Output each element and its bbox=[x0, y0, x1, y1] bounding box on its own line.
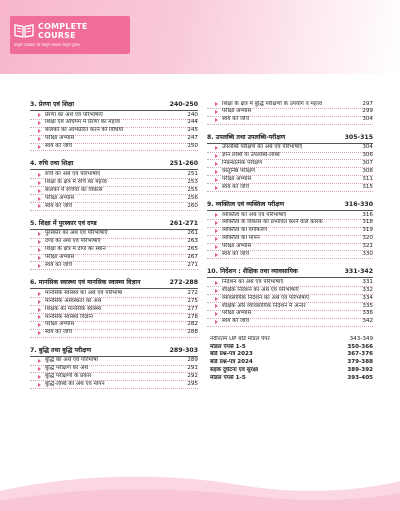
entry-text-wrap bbox=[207, 184, 249, 192]
bullet-triangle-icon bbox=[215, 146, 218, 150]
bullet-triangle-icon bbox=[215, 162, 218, 166]
entry-title: परीक्षा अभ्यास bbox=[222, 310, 252, 317]
entry-title: वस्तुनिष्ठ परीक्षण bbox=[222, 167, 256, 174]
bullet-triangle-icon bbox=[38, 129, 41, 133]
bullet-triangle-icon bbox=[38, 383, 41, 387]
entry-text-wrap bbox=[30, 230, 108, 238]
bullet-triangle-icon bbox=[215, 154, 218, 158]
decorative-wave bbox=[0, 451, 400, 511]
appendix-title: नवीनतम UP बोर्ड मॉडल पेपर bbox=[210, 335, 270, 342]
entry-page: 319 bbox=[362, 227, 373, 234]
bullet-triangle-icon bbox=[38, 145, 41, 149]
entry-title: व्यक्तित्व के विकास को प्रभावित करने वाले कारक bbox=[222, 219, 323, 226]
appendix-pages: 350-366 bbox=[347, 343, 373, 350]
bullet-triangle-icon bbox=[215, 245, 218, 249]
entry-text-wrap bbox=[30, 187, 103, 195]
entry-page: 245 bbox=[187, 127, 198, 134]
bullet-triangle-icon bbox=[38, 256, 41, 260]
entry-text-wrap bbox=[30, 254, 74, 262]
section-heading bbox=[207, 201, 373, 211]
entry-title: प्रेरणा का अर्थ एवं परिभाषाएँ bbox=[45, 111, 103, 118]
appendix-entry bbox=[207, 367, 373, 375]
bullet-triangle-icon bbox=[38, 308, 41, 312]
entry-page: 308 bbox=[362, 167, 373, 174]
entry-title: मानसिक अस्वस्थता का अर्थ bbox=[45, 297, 102, 304]
entry-text-wrap bbox=[30, 321, 74, 329]
entry-text-wrap bbox=[207, 176, 251, 184]
entry-text-wrap bbox=[30, 195, 74, 203]
entry-page: 277 bbox=[187, 305, 198, 312]
entry-page: 297 bbox=[362, 100, 373, 107]
entry-title: परीक्षा अभ्यास bbox=[222, 108, 252, 115]
bullet-triangle-icon bbox=[215, 253, 218, 257]
entry-text-wrap bbox=[30, 314, 93, 322]
entry-title: बुद्धि-लब्धि का अर्थ एवं मापन bbox=[45, 380, 105, 387]
entry-page: 263 bbox=[187, 238, 198, 245]
bullet-triangle-icon bbox=[38, 232, 41, 236]
entry-page: 255 bbox=[187, 186, 198, 193]
book-icon bbox=[14, 23, 34, 38]
bullet-triangle-icon bbox=[215, 110, 218, 114]
bullet-triangle-icon bbox=[215, 237, 218, 241]
appendix-pages: 393-405 bbox=[347, 375, 373, 382]
entry-text-wrap bbox=[30, 262, 72, 270]
entry-page: 315 bbox=[362, 183, 373, 190]
entry-title: परीक्षा अभ्यास bbox=[45, 321, 75, 328]
brand-tagline: सम्पूर्ण पाठ्यक्रम एवं सम्पूर्ण अध्ययन सम्पूर्ण पुस्तक bbox=[14, 43, 80, 47]
bullet-triangle-icon bbox=[215, 186, 218, 190]
section-heading bbox=[30, 347, 198, 357]
section-heading bbox=[30, 160, 198, 170]
appendix-title: मॉडल पेपर्स 1-5 bbox=[210, 343, 246, 350]
entry-title: स्वयं को जाँचें bbox=[45, 329, 72, 336]
appendix-title: बोर्ड प्रश्न-पत्र 2023 bbox=[210, 351, 253, 358]
entry-text-wrap bbox=[207, 152, 280, 160]
bullet-triangle-icon bbox=[38, 331, 41, 335]
bullet-triangle-icon bbox=[215, 320, 218, 324]
toc-section bbox=[30, 160, 198, 210]
entry-page: 250 bbox=[187, 143, 198, 150]
bullet-triangle-icon bbox=[215, 312, 218, 316]
bullet-triangle-icon bbox=[215, 213, 218, 217]
bullet-triangle-icon bbox=[38, 359, 41, 363]
entry-text-wrap bbox=[207, 295, 309, 303]
bullet-triangle-icon bbox=[38, 240, 41, 244]
entry-page: 267 bbox=[187, 254, 198, 261]
entry-text-wrap bbox=[207, 212, 286, 220]
toc-entry bbox=[30, 203, 198, 211]
section-heading bbox=[207, 268, 373, 278]
bullet-triangle-icon bbox=[38, 181, 41, 185]
section-pages: 331-342 bbox=[344, 268, 373, 276]
entry-text-wrap bbox=[207, 279, 283, 287]
brand-name: COMPLETE COURSE bbox=[38, 22, 88, 40]
entry-page: 289 bbox=[187, 357, 198, 364]
section-pages: 289-303 bbox=[169, 346, 198, 354]
entry-text-wrap bbox=[207, 108, 251, 116]
section-pages: 251-260 bbox=[169, 160, 198, 168]
entry-title: निर्देशन का अर्थ एवं परिभाषाएँ bbox=[222, 278, 284, 285]
appendix-entry bbox=[207, 336, 373, 344]
appendix-title: मॉडल पेपर्स 1-5 bbox=[210, 375, 246, 382]
entry-text-wrap bbox=[207, 227, 267, 235]
entry-page: 311 bbox=[362, 175, 373, 182]
appendix-pages: 379-388 bbox=[347, 359, 373, 366]
entry-text-wrap bbox=[207, 219, 323, 227]
entry-title: पुरस्कार का अर्थ एवं परिभाषाएँ bbox=[45, 230, 108, 237]
entry-page: 244 bbox=[187, 119, 198, 126]
entry-page: 282 bbox=[187, 321, 198, 328]
entry-text-wrap bbox=[30, 246, 106, 254]
bullet-triangle-icon bbox=[215, 297, 218, 301]
section-pages: 272-288 bbox=[169, 279, 198, 287]
bullet-triangle-icon bbox=[38, 197, 41, 201]
entry-text-wrap bbox=[30, 112, 103, 120]
bullet-triangle-icon bbox=[38, 121, 41, 125]
toc-section bbox=[207, 268, 373, 326]
appendix-pages: 367-376 bbox=[347, 351, 373, 358]
entry-page: 288 bbox=[187, 329, 198, 336]
entry-title: रुचि का अर्थ एवं परिभाषाएँ bbox=[45, 170, 101, 177]
section-title: 4. रुचि तथा शिक्षा bbox=[30, 160, 74, 168]
section-title: 8. उपलब्धि तथा उपलब्धि-परीक्षण bbox=[207, 133, 286, 141]
entry-text-wrap bbox=[30, 171, 100, 179]
bullet-triangle-icon bbox=[215, 289, 218, 293]
toc-section bbox=[30, 279, 198, 337]
toc-entry bbox=[207, 184, 373, 192]
entry-page: 271 bbox=[187, 261, 198, 268]
toc-section bbox=[207, 134, 373, 192]
toc-right-column bbox=[207, 101, 373, 392]
entry-page: 306 bbox=[362, 152, 373, 159]
entry-title: ज्ञान लब्धि या उपलब्धि-लब्धि bbox=[222, 152, 280, 159]
entry-page: 336 bbox=[362, 310, 373, 317]
entry-title: स्वयं को जाँचें bbox=[222, 318, 249, 325]
entry-title: शिक्षा के क्षेत्र में रुचि का महत्त्व bbox=[45, 178, 107, 185]
entry-text-wrap bbox=[30, 373, 91, 381]
entry-title: दण्ड का अर्थ एवं परिभाषाएँ bbox=[45, 238, 101, 245]
entry-page: 275 bbox=[187, 297, 198, 304]
entry-text-wrap bbox=[207, 287, 299, 295]
toc-left-column bbox=[30, 101, 198, 398]
entry-text-wrap bbox=[30, 357, 98, 365]
entry-page: 316 bbox=[362, 211, 373, 218]
entry-page: 253 bbox=[187, 178, 198, 185]
section-heading bbox=[30, 101, 198, 111]
entry-title: व्यक्तित्व का अर्थ एवं परिभाषाएँ bbox=[222, 211, 287, 218]
entry-text-wrap bbox=[30, 329, 72, 337]
entry-text-wrap bbox=[30, 298, 101, 306]
bullet-triangle-icon bbox=[38, 323, 41, 327]
appendix-title: बोर्ड प्रश्न-पत्र 2024 bbox=[210, 359, 253, 366]
entry-title: बालकों में रुचियों का विकास bbox=[45, 186, 103, 193]
entry-page: 335 bbox=[362, 302, 373, 309]
toc-section bbox=[30, 101, 198, 151]
bullet-triangle-icon bbox=[215, 178, 218, 182]
entry-text-wrap bbox=[207, 101, 322, 109]
entry-title: व्यक्तित्व का मापन bbox=[222, 235, 260, 242]
bullet-triangle-icon bbox=[38, 292, 41, 296]
entry-text-wrap bbox=[30, 306, 101, 314]
bullet-triangle-icon bbox=[38, 367, 41, 371]
entry-page: 272 bbox=[187, 289, 198, 296]
entry-title: स्वयं को जाँचें bbox=[222, 183, 249, 190]
entry-title: स्वयं को जाँचें bbox=[45, 261, 72, 268]
entry-title: निबन्धात्मक परीक्षण bbox=[222, 159, 263, 166]
bullet-triangle-icon bbox=[38, 315, 41, 319]
entry-text-wrap bbox=[207, 116, 249, 124]
section-title: 5. शिक्षा में पुरस्कार एवं दण्ड bbox=[30, 219, 97, 227]
appendix-entry bbox=[207, 351, 373, 359]
entry-text-wrap bbox=[30, 203, 72, 211]
section-heading bbox=[30, 279, 198, 289]
entry-text-wrap bbox=[207, 160, 262, 168]
entry-title: बालकों को अभिप्रेरित करने की विधियाँ bbox=[45, 127, 124, 134]
bullet-triangle-icon bbox=[38, 248, 41, 252]
entry-title: व्यावसायिक निर्देशन का अर्थ एवं परिभाषाएँ bbox=[222, 294, 310, 301]
section-heading bbox=[30, 220, 198, 230]
bullet-triangle-icon bbox=[38, 300, 41, 304]
entry-text-wrap bbox=[207, 303, 306, 311]
entry-title: परीक्षा अभ्यास bbox=[45, 194, 75, 201]
bullet-triangle-icon bbox=[38, 113, 41, 117]
section-title: 6. मानसिक स्वास्थ्य एवं मानसिक स्वास्थ्य विज्ञान bbox=[30, 279, 141, 287]
toc-entry bbox=[30, 144, 198, 152]
entry-title: शिक्षा एवं अधिगम में प्रेरणा का महत्त्व bbox=[45, 119, 120, 126]
page-header bbox=[0, 0, 400, 74]
entry-text-wrap bbox=[30, 238, 101, 246]
entry-title: परीक्षा अभ्यास bbox=[222, 243, 252, 250]
section-title: 7. बुद्धि तथा बुद्धि परीक्षण bbox=[30, 346, 92, 354]
entry-title: स्वयं को जाँचें bbox=[45, 202, 72, 209]
section-pages: 316-330 bbox=[344, 201, 373, 209]
section-pages: 240-250 bbox=[169, 101, 198, 108]
appendix-pages: 389-392 bbox=[347, 367, 373, 374]
entry-title: शिक्षा के क्षेत्र में दण्ड का स्थान bbox=[45, 246, 106, 253]
entry-page: 318 bbox=[362, 219, 373, 226]
entry-page: 330 bbox=[362, 250, 373, 257]
entry-page: 240 bbox=[187, 111, 198, 118]
entry-title: बुद्धि परीक्षणों के प्रकार bbox=[45, 372, 92, 379]
entry-text-wrap bbox=[207, 144, 302, 152]
appendix-list bbox=[207, 336, 373, 383]
bullet-triangle-icon bbox=[215, 170, 218, 174]
bullet-triangle-icon bbox=[38, 137, 41, 141]
entry-page: 320 bbox=[362, 235, 373, 242]
entry-page: 261 bbox=[187, 230, 198, 237]
section-title: 10. निर्देशन : शैक्षिक तथा व्यावसायिक bbox=[207, 268, 298, 276]
entry-title: बुद्धि का अर्थ एवं परिभाषा bbox=[45, 357, 98, 364]
entry-page: 292 bbox=[187, 372, 198, 379]
toc-entry bbox=[30, 262, 198, 270]
bullet-triangle-icon bbox=[215, 102, 218, 106]
bullet-triangle-icon bbox=[215, 118, 218, 122]
entry-title: शिक्षा के क्षेत्र में बुद्धि परीक्षणों के उपयोग व महत्त्व bbox=[222, 100, 323, 107]
entry-page: 265 bbox=[187, 246, 198, 253]
bullet-triangle-icon bbox=[38, 375, 41, 379]
entry-text-wrap bbox=[30, 119, 120, 127]
entry-title: परीक्षा अभ्यास bbox=[222, 175, 252, 182]
section-title: 9. व्यक्तित्व एवं व्यक्तित्व परीक्षण bbox=[207, 201, 285, 209]
entry-page: 260 bbox=[187, 202, 198, 209]
entry-title: स्वयं को जाँचें bbox=[45, 143, 72, 150]
entry-page: 247 bbox=[187, 135, 198, 142]
entry-page: 334 bbox=[362, 294, 373, 301]
bullet-triangle-icon bbox=[215, 221, 218, 225]
entry-page: 304 bbox=[362, 144, 373, 151]
entry-page: 256 bbox=[187, 194, 198, 201]
bullet-triangle-icon bbox=[215, 304, 218, 308]
entry-text-wrap bbox=[30, 290, 122, 298]
bullet-triangle-icon bbox=[38, 189, 41, 193]
entry-text-wrap bbox=[207, 318, 249, 326]
entry-page: 331 bbox=[362, 278, 373, 285]
entry-text-wrap bbox=[30, 143, 72, 151]
entry-title: शैक्षिक निर्देशन का अर्थ एवं परिभाषाएँ bbox=[222, 286, 299, 293]
appendix-entry bbox=[207, 359, 373, 367]
entry-title: परीक्षा अभ्यास bbox=[45, 254, 75, 261]
appendix-entry bbox=[207, 375, 373, 383]
appendix-title: सड़क दुर्घटना एवं सुरक्षा bbox=[210, 367, 259, 374]
entry-page: 291 bbox=[187, 365, 198, 372]
entry-text-wrap bbox=[30, 179, 107, 187]
entry-title: मानसिक स्वास्थ्य विज्ञान bbox=[45, 313, 93, 320]
entry-text-wrap bbox=[30, 365, 88, 373]
entry-text-wrap bbox=[207, 310, 251, 318]
entry-title: मानसिक स्वास्थ्य का अर्थ एवं परिभाषा bbox=[45, 289, 123, 296]
entry-page: 278 bbox=[187, 313, 198, 320]
bullet-triangle-icon bbox=[38, 173, 41, 177]
bullet-triangle-icon bbox=[215, 281, 218, 285]
toc-entry bbox=[207, 251, 373, 259]
toc-entry bbox=[30, 381, 198, 389]
entry-page: 321 bbox=[362, 243, 373, 250]
entry-title: स्वयं को जाँचें bbox=[222, 250, 249, 257]
toc-section bbox=[30, 220, 198, 270]
entry-title: उपलब्धि परीक्षण का अर्थ एवं परिभाषाएँ bbox=[222, 144, 303, 151]
section-pages: 261-271 bbox=[169, 219, 198, 227]
bullet-triangle-icon bbox=[38, 204, 41, 208]
entry-text-wrap bbox=[30, 381, 105, 389]
entry-page: 307 bbox=[362, 159, 373, 166]
entry-text-wrap bbox=[207, 243, 251, 251]
toc-entry bbox=[207, 117, 373, 125]
entry-page: 304 bbox=[362, 116, 373, 123]
entry-page: 332 bbox=[362, 286, 373, 293]
section-heading bbox=[207, 134, 373, 144]
entry-title: बुद्धि परीक्षण का अर्थ bbox=[45, 365, 89, 372]
toc-entry bbox=[207, 319, 373, 327]
entry-title: स्वयं को जाँचें bbox=[222, 116, 249, 123]
appendix-entry bbox=[207, 344, 373, 352]
entry-text-wrap bbox=[207, 251, 249, 259]
entry-page: 342 bbox=[362, 318, 373, 325]
appendix-pages: 343-349 bbox=[349, 335, 373, 342]
entry-title: व्यक्तित्व का वर्गीकरण bbox=[222, 227, 268, 234]
bullet-triangle-icon bbox=[215, 229, 218, 233]
entry-title: शिक्षक का मानसिक स्वास्थ्य bbox=[45, 305, 102, 312]
entry-text-wrap bbox=[30, 127, 123, 135]
section-pages: 305-315 bbox=[344, 133, 373, 141]
bullet-triangle-icon bbox=[38, 264, 41, 268]
brand-logo bbox=[10, 16, 130, 54]
toc-section bbox=[207, 201, 373, 259]
entry-text-wrap bbox=[207, 235, 260, 243]
toc-entry bbox=[30, 330, 198, 338]
toc-section bbox=[30, 347, 198, 390]
entry-text-wrap bbox=[30, 135, 74, 143]
entry-page: 251 bbox=[187, 170, 198, 177]
section-title: 3. प्रेरणा एवं शिक्षा bbox=[30, 101, 74, 108]
entry-page: 295 bbox=[187, 380, 198, 387]
entry-text-wrap bbox=[207, 168, 255, 176]
toc-section bbox=[207, 101, 373, 125]
entry-title: परीक्षा अभ्यास bbox=[45, 135, 75, 142]
entry-page: 299 bbox=[362, 108, 373, 115]
entry-title: शैक्षिक और व्यावसायिक निर्देशन में अन्तर bbox=[222, 302, 306, 309]
